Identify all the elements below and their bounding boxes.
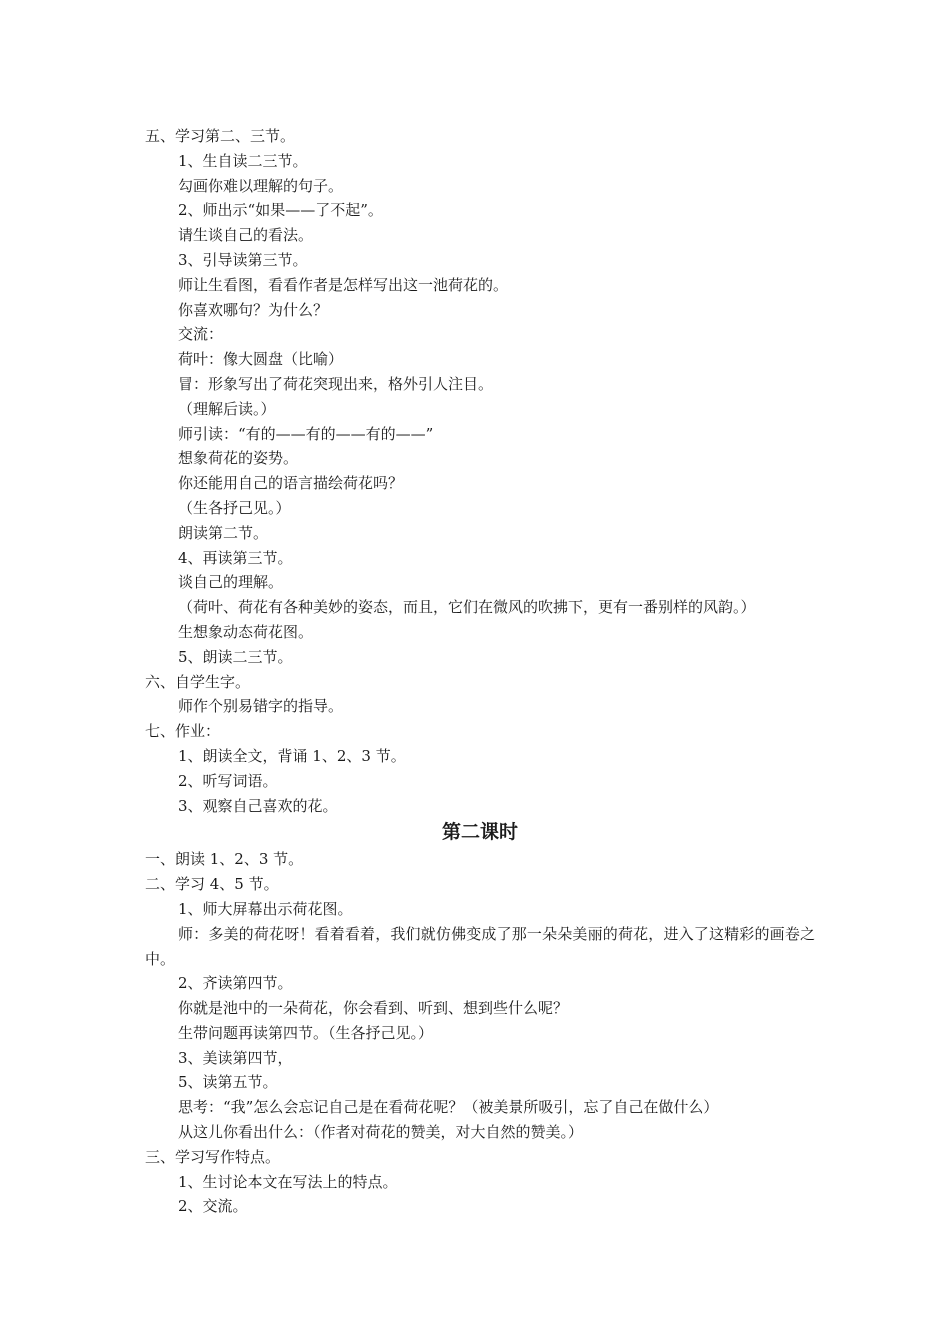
text-line: 1、朗读全文，背诵 1、2、3 节。 <box>178 746 406 765</box>
text-line: 谈自己的理解。 <box>178 573 284 592</box>
text-line: 三、学习写作特点。 <box>145 1147 281 1166</box>
text-line: 你就是池中的一朵荷花，你会看到、听到、想到些什么呢？ <box>178 999 569 1018</box>
section-heading: 第二课时 <box>441 821 518 844</box>
text-line: 师引读：“有的——有的——有的——” <box>178 424 434 443</box>
text-line: 师作个别易错字的指导。 <box>178 697 344 716</box>
text-line: 3、观察自己喜欢的花。 <box>178 796 338 815</box>
text-line: 六、自学生字。 <box>145 672 251 691</box>
text-line: 五、学习第二、三节。 <box>145 127 296 145</box>
text-line: 朗读第二节。 <box>178 523 269 542</box>
text-line: 二、学习 4、5 节。 <box>145 875 279 894</box>
lesson-part-two-body <box>145 971 815 1219</box>
text-line: 荷叶：像大圆盘（比喻） <box>178 350 344 369</box>
text-line: 从这儿你看出什么：（作者对荷花的赞美，对大自然的赞美。） <box>178 1123 584 1142</box>
text-line: 生带问题再读第四节。（生各抒己见。） <box>178 1023 434 1042</box>
text-line: 2、师出示“如果——了不起”。 <box>178 201 383 220</box>
lesson-part-two-intro <box>145 847 815 921</box>
text-line: （荷叶、荷花有各种美妙的姿态，而且，它们在微风的吹拂下，更有一番别样的风韵。） <box>178 598 756 617</box>
text-line: 思考：“我”怎么会忘记自己是在看荷花呢？（被美景所吸引，忘了自己在做什么） <box>178 1098 719 1117</box>
text-line: 4、再读第三节。 <box>178 548 293 567</box>
text-line: 3、引导读第三节。 <box>178 250 308 269</box>
text-line: 请生谈自己的看法。 <box>178 226 314 245</box>
text-line: 师让生看图，看看作者是怎样写出这一池荷花的。 <box>178 275 509 294</box>
text-line: 2、交流。 <box>178 1197 248 1216</box>
text-line: 交流： <box>178 325 224 344</box>
text-line: 2、听写词语。 <box>178 771 278 790</box>
text-line: 1、师大屏幕出示荷花图。 <box>178 899 353 918</box>
text-line: 3、美读第四节， <box>178 1048 293 1067</box>
text-line: （生各抒己见。） <box>178 498 291 517</box>
text-line: 想象荷花的姿势。 <box>178 449 299 468</box>
text-line: 一、朗读 1、2、3 节。 <box>145 850 304 869</box>
text-line: 你还能用自己的语言描绘荷花吗？ <box>178 474 404 493</box>
text-line: 1、生自读二三节。 <box>178 151 308 170</box>
text-line: 七、作业： <box>145 722 221 741</box>
document-page <box>145 124 815 1219</box>
text-line: 冒：形象写出了荷花突现出来，格外引人注目。 <box>178 374 494 393</box>
text-line: 生想象动态荷花图。 <box>178 622 314 641</box>
text-line: 1、生讨论本文在写法上的特点。 <box>178 1172 398 1191</box>
text-line: 5、读第五节。 <box>178 1073 278 1092</box>
text-line: 5、朗读二三节。 <box>178 647 293 666</box>
text-line: 勾画你难以理解的句子。 <box>178 176 344 195</box>
lesson-part-one <box>145 124 815 818</box>
wrapped-paragraph: 师：多美的荷花呀！看着看着，我们就仿佛变成了那一朵朵美丽的荷花，进入了这精彩的画卷之中。 <box>145 924 815 968</box>
text-line: （理解后读。） <box>178 399 276 418</box>
text-line: 2、齐读第四节。 <box>178 974 293 993</box>
text-line: 你喜欢哪句？为什么？ <box>178 300 329 319</box>
